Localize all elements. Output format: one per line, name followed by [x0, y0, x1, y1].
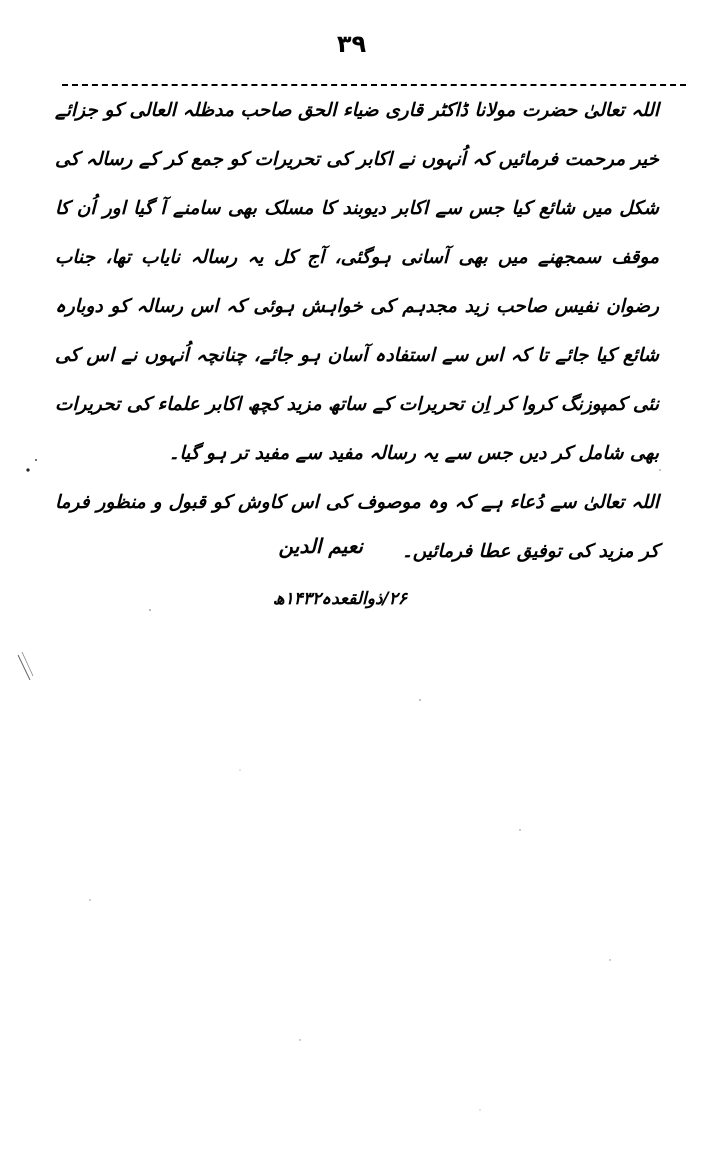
scan-speck: [419, 699, 421, 701]
scan-speck: [519, 829, 520, 830]
page-number: ۳۹: [336, 30, 367, 58]
scan-speck: [299, 1039, 300, 1040]
scan-mark: [18, 655, 30, 680]
scan-speck: [479, 1109, 480, 1110]
signature-date: ۲۶/ذوالقعدہ۱۴۳۲ھ: [272, 589, 407, 609]
scan-speck: [659, 469, 661, 471]
scan-speck: [609, 959, 610, 960]
scan-speck: [89, 899, 90, 900]
scan-speck: [26, 468, 29, 471]
paragraph-2: اللہ تعالیٰ سے دُعاء ہے کہ وہ موصوف کی اس کاوش کو قبول و منظور فرما کر مزید کی توفیق عطا فرمائیں۔: [55, 492, 659, 562]
scan-speck: [35, 459, 37, 461]
scan-speck: [239, 769, 240, 770]
paragraph-1: اللہ تعالیٰ حضرت مولانا ڈاکٹر قاری ضیاء الحق صاحب مدظلہ العالی کو جزائے خیر مرحمت فرمائیں کہ اُنہوں نے اکابر کی تحریرات کو جمع کر کے رسالہ کی شکل میں شائع کیا جس سے اکابر دیوبند کا مسلک بھی سامنے آ گیا اور اُن کا موقف سمجھنے میں بھی آسانی ہوگئی، آج کل یہ رسالہ نایاب تھا، جناب رضوان نفیس صاحب زید مجدہم کی خواہش ہوئی کہ اس رسالہ کو دوبارہ شائع کیا جائے تا کہ اس سے استفادہ آسان ہو جائے، چنانچہ اُنہوں نے اس کی نئی کمپوزنگ کروا کر اِن تحریرات کے ساتھ مزید کچھ اکابر علماء کی تحریرات بھی شامل کر دیں جس سے یہ رسالہ مفید سے مفید تر ہو گیا۔: [55, 100, 659, 464]
scan-mark: [22, 652, 33, 676]
scan-speck: [149, 609, 151, 611]
signature-name: نعیم الدین: [278, 534, 363, 558]
